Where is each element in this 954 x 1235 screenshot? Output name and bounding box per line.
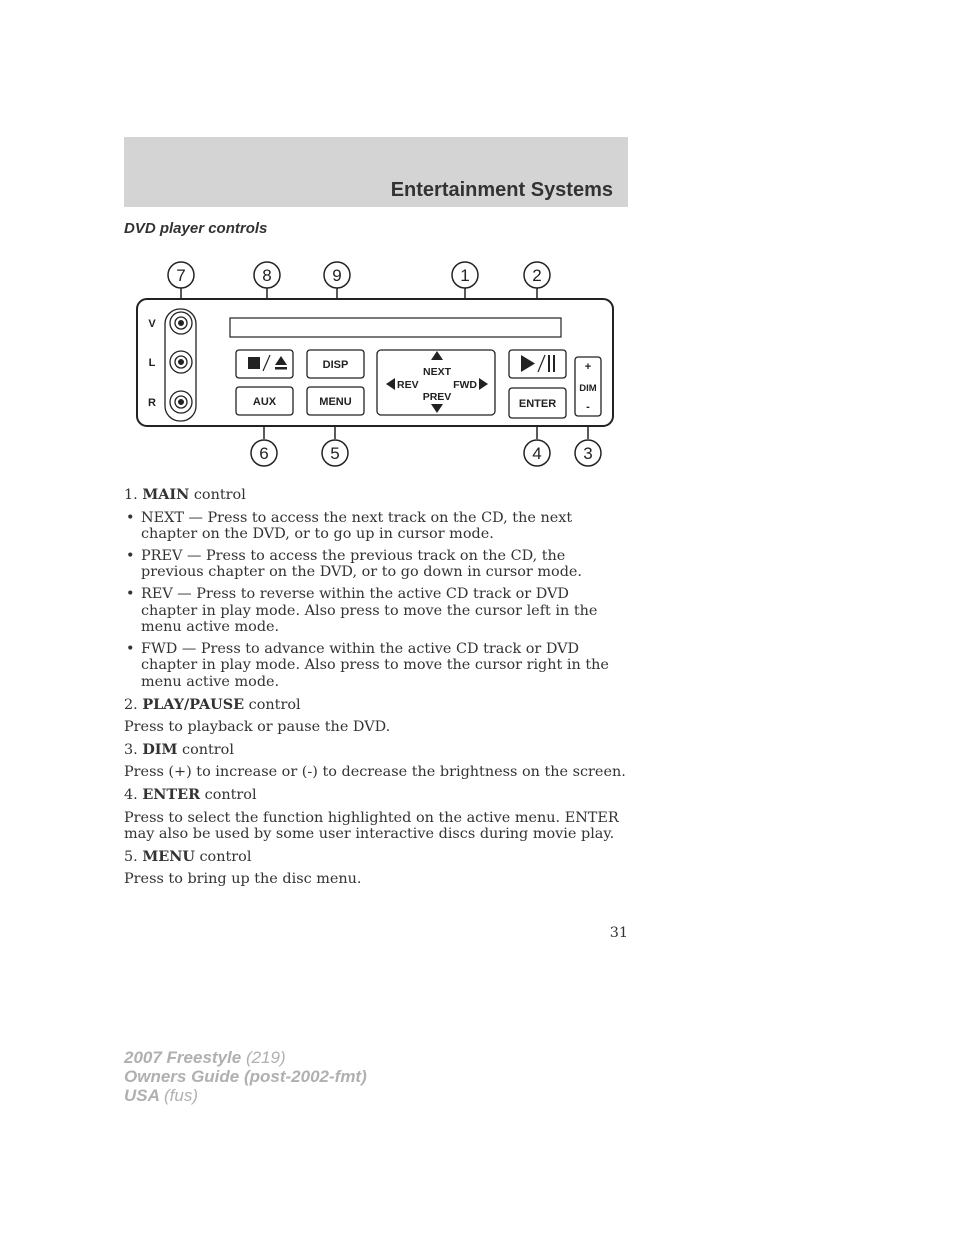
dim-minus-label: - <box>586 401 590 413</box>
main-nav-pad[interactable] <box>377 350 495 415</box>
item-menu: 5. MENU control <box>124 847 252 865</box>
header-band <box>124 137 628 207</box>
callout-7: 7 <box>176 266 186 285</box>
menu-label: MENU <box>319 396 352 408</box>
rev-label: REV <box>397 379 419 391</box>
footer-line-1: 2007 Freestyle (219) <box>124 1048 286 1067</box>
callout-1: 1 <box>460 266 470 285</box>
disp-label: DISP <box>322 359 349 371</box>
section-title: DVD player controls <box>124 220 268 237</box>
footer-line-3: USA (fus) <box>124 1086 198 1105</box>
callout-4: 4 <box>532 444 542 463</box>
fwd-label: FWD <box>453 379 477 391</box>
dim-rocker[interactable] <box>575 357 601 416</box>
list-item: • PREV — Press to access the previous track on the CD, the previous chapter on the DVD, or to go down in cursor mode. <box>126 547 582 581</box>
disp-button[interactable] <box>307 350 364 378</box>
dim-plus-label: + <box>584 361 592 373</box>
enter-button[interactable] <box>509 388 566 418</box>
footer <box>124 1048 367 1105</box>
item-main: 1. MAIN control <box>124 486 246 503</box>
next-label: NEXT <box>422 366 452 378</box>
callout-8: 8 <box>262 266 272 285</box>
callout-5: 5 <box>330 444 340 463</box>
item-menu-desc: Press to bring up the disc menu. <box>124 871 362 888</box>
body-text <box>124 487 629 894</box>
label-v: V <box>148 318 156 330</box>
bullet-icon: • <box>126 585 135 602</box>
page-number: 31 <box>609 925 628 941</box>
disc-slot <box>230 318 561 337</box>
bullet-icon: • <box>126 547 135 564</box>
dim-label: DIM <box>579 383 597 394</box>
aux-button[interactable] <box>236 387 293 415</box>
list-item: • REV — Press to reverse within the active CD track or DVD chapter in play mode. Also press to move the cursor left in the menu active mode. <box>126 585 598 636</box>
item-dim: 3. DIM control <box>124 740 234 758</box>
bullet-icon: • <box>126 509 135 526</box>
list-item: • FWD — Press to advance within the active CD track or DVD chapter in play mode. Also press to move the cursor right in the menu active mode. <box>126 640 609 690</box>
item-dim-desc: Press (+) to increase or (-) to decrease the brightness on the screen. <box>124 764 626 781</box>
prev-label: PREV <box>422 391 452 403</box>
stop-icon <box>248 357 260 369</box>
bullet-icon: • <box>126 640 135 657</box>
callout-6: 6 <box>259 444 269 463</box>
item-play-pause: 2. PLAY/PAUSE control <box>124 695 301 713</box>
aux-label: AUX <box>252 396 277 408</box>
dvd-controls-diagram <box>124 255 624 473</box>
page-header-title: Entertainment Systems <box>390 179 613 201</box>
item-enter-desc: Press to select the function highlighted on the active menu. ENTER may also be used by some user interactive discs during movie play. <box>124 809 619 843</box>
main-control-bullets <box>124 510 629 691</box>
menu-button[interactable] <box>307 387 364 415</box>
item-play-pause-desc: Press to playback or pause the DVD. <box>124 719 391 736</box>
play-pause-button[interactable] <box>509 350 566 378</box>
callout-9: 9 <box>332 266 342 285</box>
stop-eject-button[interactable] <box>236 350 293 378</box>
callout-3: 3 <box>583 444 593 463</box>
label-r: R <box>148 397 156 409</box>
footer-line-2: Owners Guide (post-2002-fmt) <box>124 1067 367 1086</box>
enter-label: ENTER <box>518 398 557 410</box>
label-l: L <box>148 357 156 369</box>
callout-2: 2 <box>532 266 542 285</box>
list-item: • NEXT — Press to access the next track on the CD, the next chapter on the DVD, or to go up in cursor mode. <box>126 509 573 543</box>
item-enter: 4. ENTER control <box>124 785 257 803</box>
